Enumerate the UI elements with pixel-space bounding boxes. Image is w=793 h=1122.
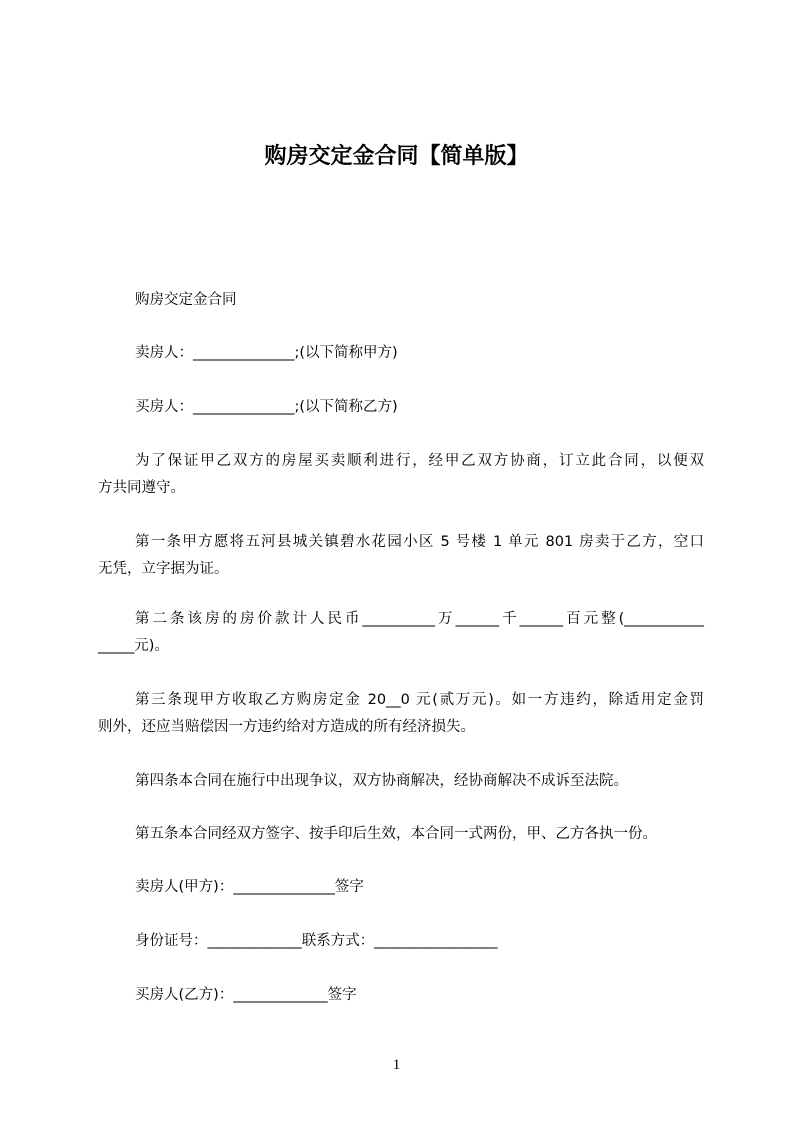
article-1-line-2: 无凭，立字据为证。	[98, 561, 229, 577]
intro-line-1: 为了保证甲乙双方的房屋买卖顺利进行，经甲乙双方协商，订立此合同，以便双	[135, 453, 704, 469]
article-3-line-2: 则外，还应当赔偿因一方违约给对方造成的所有经济损失。	[98, 719, 475, 735]
article-1-line-1: 第一条甲方愿将五河县城关镇碧水花园小区 5 号楼 1 单元 801 房卖于乙方，空口	[135, 534, 704, 550]
article-2-line-2: _____元)。	[98, 638, 169, 654]
document-title: 购房交定金合同【简单版】	[264, 144, 529, 169]
seller-line: 卖房人：______________;(以下简称甲方)	[135, 345, 398, 361]
intro-paragraph	[98, 448, 704, 502]
seller-signature-line: 卖房人(甲方)：______________签字	[135, 879, 364, 895]
article-2	[98, 606, 704, 660]
buyer-signature-line: 买房人(乙方)：_____________签字	[135, 987, 357, 1003]
intro-line-2: 方共同遵守。	[98, 480, 185, 496]
article-3	[98, 687, 704, 741]
article-1	[98, 529, 704, 583]
article-4: 第四条本合同在施行中出现争议，双方协商解决，经协商解决不成诉至法院。	[135, 773, 628, 789]
page-number: 1	[392, 1057, 401, 1073]
article-2-line-1: 第二条该房的房价款计人民币__________万______千______百元整(___________	[135, 611, 704, 627]
id-contact-line: 身份证号：_____________联系方式：_________________	[135, 933, 498, 949]
contract-heading: 购房交定金合同	[135, 292, 237, 308]
buyer-line: 买房人：______________;(以下简称乙方)	[135, 399, 398, 415]
article-3-line-1: 第三条现甲方收取乙方购房定金 20__0 元(贰万元)。如一方违约，除适用定金罚	[135, 692, 704, 708]
article-5: 第五条本合同经双方签字、按手印后生效，本合同一式两份，甲、乙方各执一份。	[135, 826, 657, 842]
